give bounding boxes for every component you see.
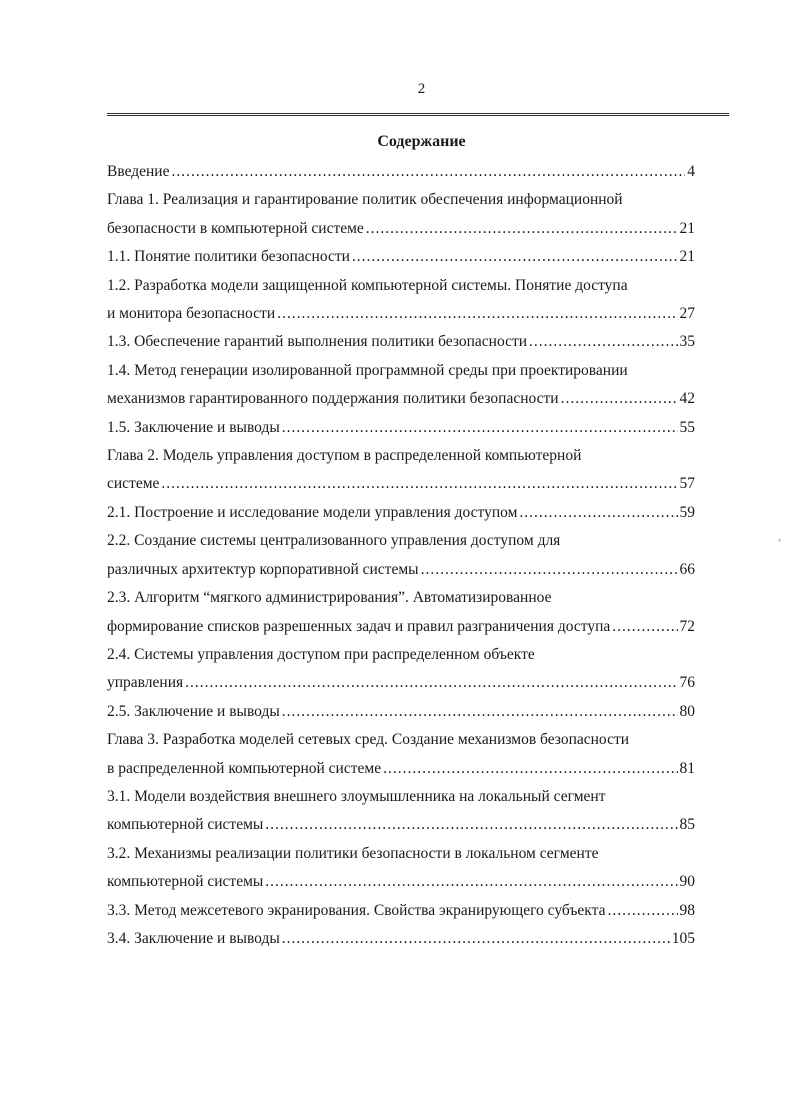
toc-page-number: 105: [671, 929, 695, 947]
toc-entry-text: различных архитектур корпоративной системы: [107, 560, 419, 578]
scan-speck: ᵓ: [778, 537, 781, 546]
toc-page-number: 72: [679, 617, 695, 635]
dot-leader: [282, 925, 670, 953]
dot-leader: [171, 158, 685, 186]
toc-page-number: 21: [679, 219, 695, 237]
toc-page-number: 55: [679, 418, 695, 436]
toc-entry-text: формирование списков разрешенных задач и правил разграничения доступа: [107, 617, 611, 635]
toc-entry: [107, 726, 695, 783]
toc-page-number: 42: [679, 390, 695, 408]
toc-entry-text: компьютерной системы: [107, 816, 264, 834]
dot-leader: [383, 755, 677, 783]
toc-entry: [107, 499, 695, 527]
toc-entry-text: Глава 1. Реализация и гарантирование политик обеспечения информационной: [107, 191, 623, 209]
toc-entry: [107, 328, 695, 356]
toc-entry-text: 1.5. Заключение и выводы: [107, 418, 280, 436]
header-rule: [107, 113, 729, 116]
toc-page-number: 85: [679, 816, 695, 834]
toc-entry: [107, 897, 695, 925]
toc-entry-text: и монитора безопасности: [107, 305, 276, 323]
toc-entry: [107, 243, 695, 271]
toc-entry-text: в распределенной компьютерной системе: [107, 759, 382, 777]
toc-entry-text: Введение: [107, 163, 170, 180]
toc-entry: [107, 442, 695, 499]
toc-page-number: 21: [679, 248, 695, 266]
table-of-contents: [107, 158, 695, 953]
toc-entry: [107, 272, 695, 329]
dot-leader: [519, 499, 677, 527]
toc-entry: [107, 158, 695, 186]
toc-page-number: 80: [679, 702, 695, 720]
toc-page-number: 90: [679, 873, 695, 891]
dot-leader: [161, 470, 677, 498]
toc-entry-text: 1.1. Понятие политики безопасности: [107, 248, 350, 266]
toc-entry-text: 2.4. Системы управления доступом при распределенном объекте: [107, 645, 535, 663]
toc-entry-text: компьютерной системы: [107, 873, 264, 891]
dot-leader: [265, 811, 677, 839]
toc-title: Содержание: [377, 133, 466, 150]
toc-page-number: 59: [679, 503, 695, 521]
dot-leader: [366, 215, 678, 243]
dot-leader: [421, 556, 678, 584]
toc-entry-text: 3.2. Механизмы реализации политики безопасности в локальном сегменте: [107, 844, 599, 862]
dot-leader: [612, 613, 677, 641]
toc-page-number: 35: [679, 333, 695, 351]
toc-page-number: 81: [679, 759, 695, 777]
toc-entry-text: 2.2. Создание системы централизованного управления доступом для: [107, 532, 561, 550]
toc-entry-text: 2.1. Построение и исследование модели управления доступом: [107, 503, 518, 521]
toc-entry-text: управления: [107, 674, 184, 692]
toc-entry: [107, 527, 695, 584]
dot-leader: [282, 414, 678, 442]
toc-page-number: 4: [687, 163, 695, 180]
toc-entry-text: Глава 3. Разработка моделей сетевых сред. Создание механизмов безопасности: [107, 731, 630, 749]
dot-leader: [277, 300, 677, 328]
toc-entry-text: 1.2. Разработка модели защищенной компьютерной системы. Понятие доступа: [107, 276, 628, 294]
dot-leader: [352, 243, 678, 271]
dot-leader: [561, 385, 678, 413]
toc-page-number: 76: [679, 674, 695, 692]
toc-entry: [107, 584, 695, 641]
dot-leader: [529, 328, 677, 356]
toc-page-number: 66: [679, 560, 695, 578]
toc-entry-text: 3.4. Заключение и выводы: [107, 929, 280, 947]
toc-entry-text: механизмов гарантированного поддержания политики безопасности: [107, 390, 559, 408]
toc-entry: [107, 783, 695, 840]
dot-leader: [265, 868, 677, 896]
toc-entry-text: 1.3. Обеспечение гарантий выполнения политики безопасности: [107, 333, 528, 351]
toc-entry-text: 2.3. Алгоритм “мягкого администрирования”. Автоматизированное: [107, 589, 552, 607]
toc-entry-text: 3.3. Метод межсетевого экранирования. Свойства экранирующего субъекта: [107, 901, 606, 919]
toc-entry: [107, 641, 695, 698]
toc-entry-text: системе: [107, 475, 160, 493]
toc-page-number: 57: [679, 475, 695, 493]
dot-leader: [607, 897, 677, 925]
toc-entry: [107, 840, 695, 897]
toc-entry-text: 2.5. Заключение и выводы: [107, 702, 280, 720]
toc-entry-text: безопасности в компьютерной системе: [107, 219, 364, 237]
toc-entry: [107, 357, 695, 414]
toc-entry-text: Глава 2. Модель управления доступом в распределенной компьютерной: [107, 447, 582, 465]
dot-leader: [282, 698, 678, 726]
toc-page-number: 98: [679, 901, 695, 919]
toc-entry: [107, 186, 695, 243]
toc-entry-text: 3.1. Модели воздействия внешнего злоумышленника на локальный сегмент: [107, 787, 606, 805]
toc-page-number: 27: [679, 305, 695, 323]
toc-entry: [107, 414, 695, 442]
toc-entry-text: 1.4. Метод генерации изолированной программной среды при проектировании: [107, 361, 628, 379]
dot-leader: [185, 669, 677, 697]
toc-entry: [107, 698, 695, 726]
page-number: 2: [417, 81, 426, 97]
toc-entry: [107, 925, 695, 953]
